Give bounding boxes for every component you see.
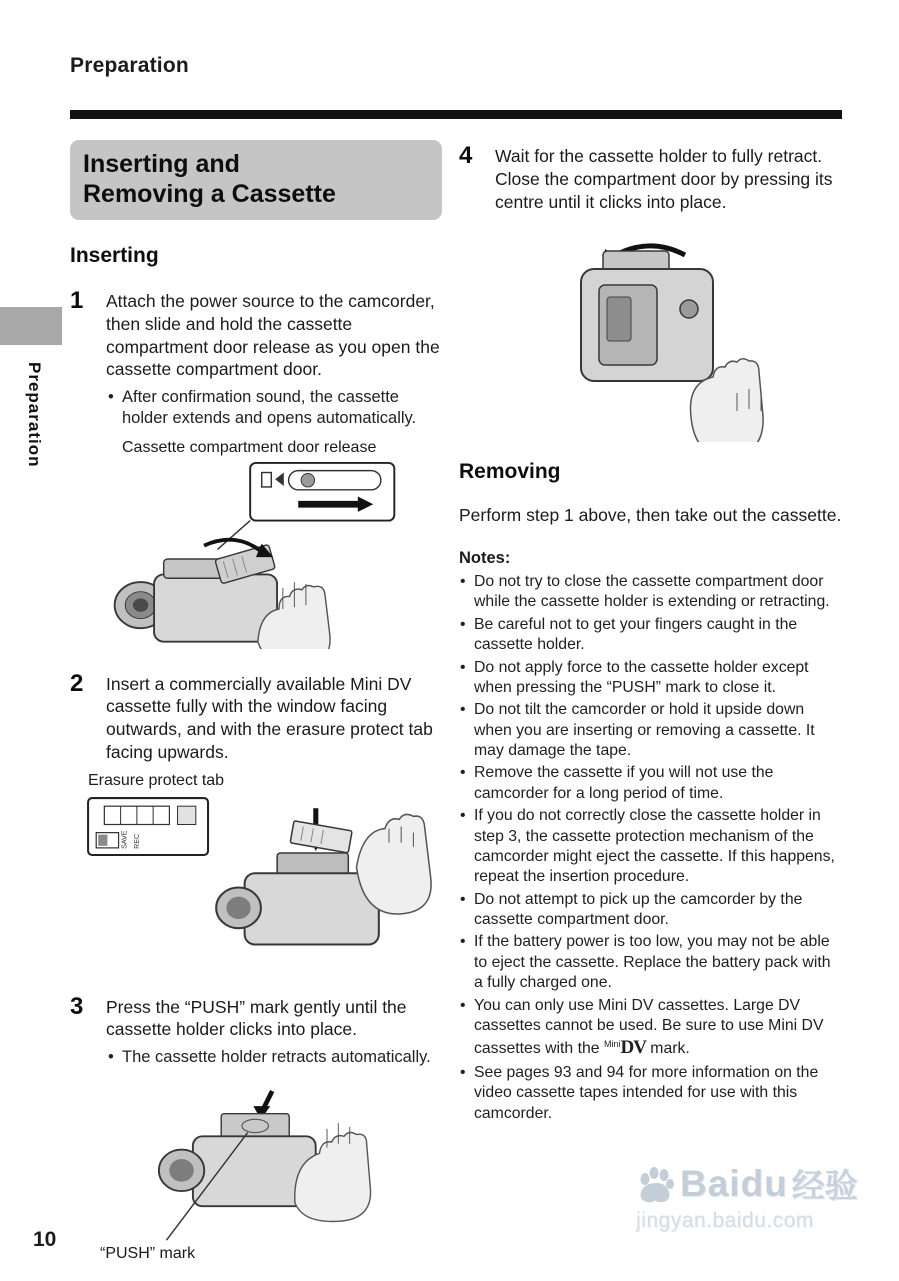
note-item	[459, 806, 843, 888]
sidebar-label: Preparation	[25, 362, 44, 468]
camcorder-step4-figure	[505, 237, 805, 442]
removing-intro: Perform step 1 above, then take out the cassette.	[459, 505, 842, 526]
section-title-box	[70, 140, 442, 220]
step-2-number: 2	[70, 669, 84, 697]
camcorder-step1	[115, 540, 330, 649]
step-3-body	[100, 994, 442, 1263]
note-item	[459, 572, 843, 613]
note-text: Remove the cassette if you will not use the camcorder for a long period of time.	[474, 764, 774, 802]
camcorder-step1-figure	[106, 461, 452, 648]
page-number: 10	[33, 1228, 57, 1251]
watermark-row	[636, 1160, 876, 1207]
section-rule	[70, 110, 842, 119]
minidv-logo-dv: DV	[620, 1037, 646, 1059]
page-header: Preparation	[70, 54, 189, 77]
step-2-body	[88, 671, 442, 976]
right-column	[459, 143, 843, 1126]
step-1-number: 1	[70, 287, 84, 314]
note-text: If you do not correctly close the cassette holder in step 3, the cassette protection mechanism of the camcorder might eject the cassette. If this happens, repeat the insertion procedure.	[474, 807, 835, 886]
camcorder-step3-figure	[106, 1074, 446, 1249]
step-4	[459, 143, 843, 219]
step-1-bullet	[106, 387, 442, 429]
watermark-brand-cn: 经验	[791, 1167, 858, 1204]
left-column	[70, 140, 442, 1281]
step-2-text: Insert a commercially available Mini DV cassette fully with the window facing outwards, and with the erasure protect tab facing upwards.	[106, 673, 433, 762]
step-1-body	[106, 288, 442, 653]
notes-heading: Notes:	[459, 549, 511, 567]
figure-caption-push-mark: “PUSH” mark	[100, 1244, 196, 1262]
note-text: Do not try to close the cassette compartment door while the cassette holder is extending or retracting.	[474, 573, 830, 611]
note-item	[459, 658, 843, 699]
step-1-bullets	[106, 387, 442, 429]
step-1	[70, 288, 442, 653]
note-text: Do not attempt to pick up the camcorder by the cassette compartment door.	[474, 890, 803, 928]
minidv-logo-mini: Mini	[603, 1039, 621, 1050]
inserting-heading: Inserting	[70, 244, 159, 267]
minidv-logo	[603, 1037, 646, 1059]
erasure-protect-tab-label: Erasure protect tab	[88, 771, 225, 789]
step-3-bullet	[106, 1047, 442, 1068]
step-3	[70, 994, 442, 1263]
step-3-bullet-text: The cassette holder retracts automatically.	[122, 1048, 431, 1067]
note-item	[459, 996, 843, 1061]
cassette-rec-label: REC	[132, 833, 141, 849]
figure-caption-door-release: Cassette compartment door release	[122, 439, 377, 457]
note-text: If the battery power is too low, you may not be able to eject the cassette. Replace the battery pack with a fully charged one.	[474, 933, 831, 992]
note-text: mark.	[645, 1040, 690, 1058]
inset-leader-line	[217, 521, 250, 550]
note-text: Be careful not to get your fingers caught in the cassette holder.	[474, 615, 798, 654]
hand	[356, 814, 431, 914]
step-1-bullet-text: After confirmation sound, the cassette holder extends and opens automatically.	[122, 388, 417, 428]
step-1-text: Attach the power source to the camcorder, then slide and hold the cassette compartment door release as you open the cassette compartment door.	[106, 291, 440, 380]
note-item	[459, 763, 843, 804]
note-text: Do not tilt the camcorder or hold it upside down when you are inserting or removing a cassette. It may damage the tape.	[474, 701, 815, 759]
camcorder-step2	[216, 808, 431, 944]
baidu-watermark	[636, 1160, 876, 1233]
camcorder-body	[245, 873, 379, 944]
cassette-holder	[221, 1114, 289, 1139]
mini-dv-cassette	[290, 820, 352, 852]
step-3-number: 3	[70, 992, 84, 1020]
notes-list	[459, 572, 843, 1124]
note-item	[459, 615, 843, 656]
section-title-line1: Inserting and	[83, 150, 240, 178]
watermark-url: jingyan.baidu.com	[636, 1209, 814, 1232]
removing-heading: Removing	[459, 460, 561, 484]
step-4-body	[495, 143, 843, 219]
camcorder-step3	[159, 1091, 371, 1240]
section-title-line2: Removing a Cassette	[83, 180, 336, 208]
camcorder-step4	[581, 246, 763, 442]
watermark-brand: Baidu	[680, 1162, 788, 1204]
camcorder-step2-figure	[84, 794, 450, 972]
step-3-text: Press the “PUSH” mark gently until the cassette holder clicks into place.	[106, 996, 407, 1040]
step-3-bullets	[106, 1047, 442, 1068]
note-item	[459, 700, 843, 761]
note-item	[459, 1063, 843, 1124]
cassette-inset	[88, 798, 208, 855]
note-item	[459, 890, 843, 931]
note-text: Do not apply force to the cassette holder except when pressing the “PUSH” mark to close it.	[474, 658, 809, 696]
paw-icon	[636, 1163, 676, 1205]
note-item	[459, 932, 843, 993]
cassette-save-label: SAVE	[120, 830, 129, 849]
step-4-text: Wait for the cassette holder to fully retract. Close the compartment door by pressing its centre until it clicks into place.	[495, 146, 833, 212]
note-text: You can only use Mini DV cassettes. Large DV cassettes cannot be used. Be sure to use Mini DV cassettes with the	[474, 996, 824, 1058]
step-4-number: 4	[459, 142, 473, 169]
note-text: See pages 93 and 94 for more information on the video cassette tapes intended for use with this camcorder.	[474, 1063, 819, 1122]
door-release-inset	[250, 463, 394, 521]
sidebar-tab	[0, 307, 62, 345]
step-2	[70, 671, 442, 976]
